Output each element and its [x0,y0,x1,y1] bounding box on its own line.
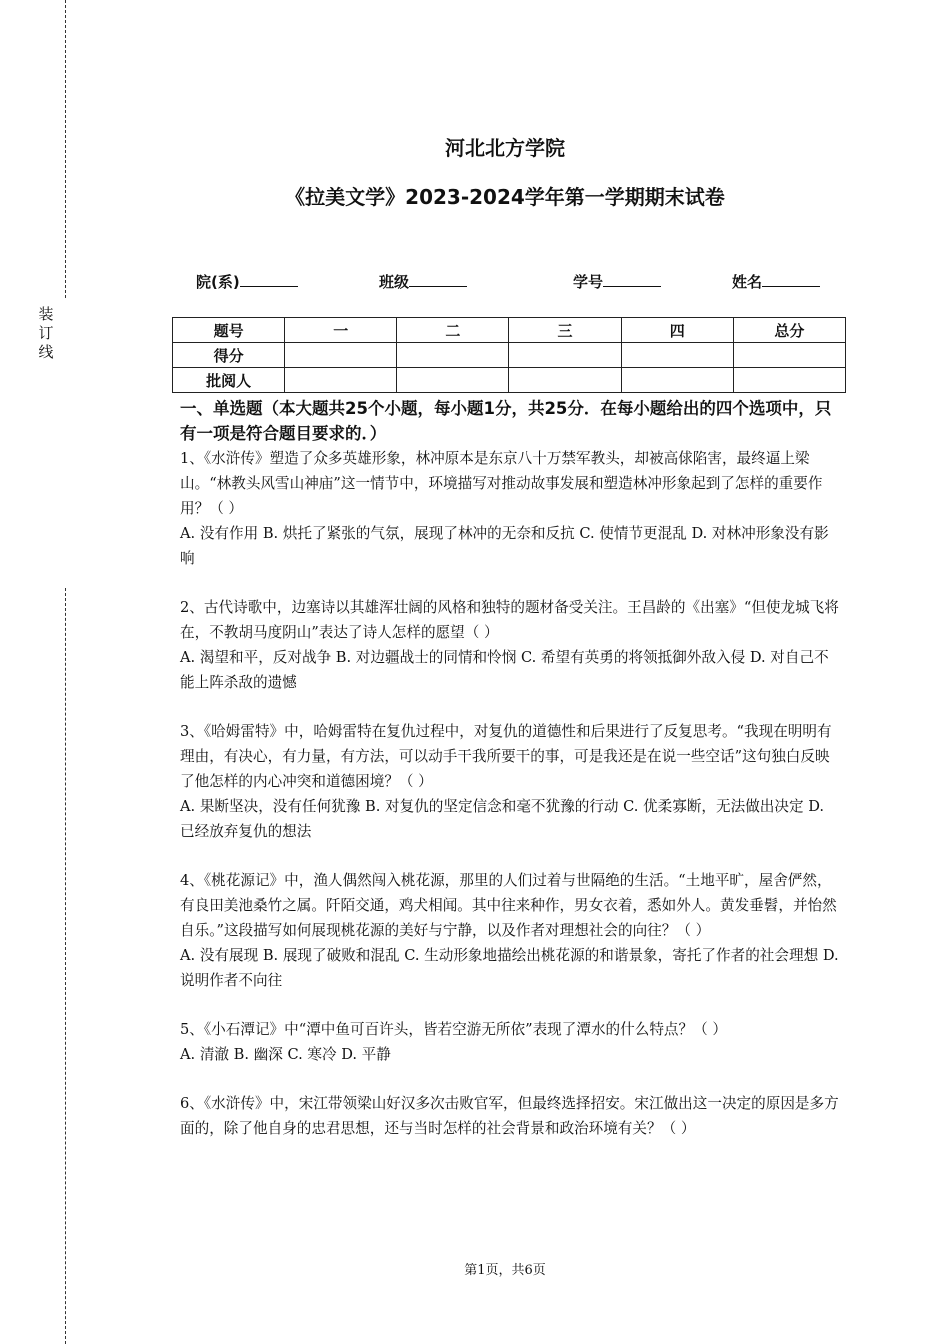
score-cell[interactable] [733,343,845,368]
score-table [172,317,846,393]
info-class [379,270,467,292]
page-footer: 第1页，共6页 [464,1263,546,1278]
question-stem: 5、《小石潭记》中“潭中鱼可百许头，皆若空游无所依”表现了潭水的什么特点？（ ） [180,1021,727,1038]
score-table-header: 三 [509,318,621,343]
question-stem: 1、《水浒传》塑造了众多英雄形象，林冲原本是东京八十万禁军教头，却被高俅陷害，最终逼上梁山。“林教头风雪山神庙”这一情节中，环境描写对推动故事发展和塑造林冲形象起到了怎样的重要作用？（ ） [180,450,823,517]
school-name: 河北北方学院 [445,136,565,160]
name-blank[interactable] [762,270,820,287]
score-row-label: 得分 [173,343,285,368]
question-stem: 2、古代诗歌中，边塞诗以其雄浑壮阔的风格和独特的题材备受关注。王昌龄的《出塞》“但使龙城飞将在，不教胡马度阴山”表达了诗人怎样的愿望（ ） [180,599,839,641]
score-cell[interactable] [509,343,621,368]
question-stem: 3、《哈姆雷特》中，哈姆雷特在复仇过程中，对复仇的道德性和后果进行了反复思考。“我现在明明有理由，有决心，有力量，有方法，可以动手干我所要干的事，可是我还是在说一些空话”这句独白反映了他怎样的内心冲突和道德困境？（ ） [180,723,832,790]
score-cell[interactable] [285,343,397,368]
class-blank[interactable] [409,270,467,287]
info-name-label: 姓名 [732,273,763,291]
question-options: A. 没有展现 B. 展现了破败和混乱 C. 生动形象地描绘出桃花源的和谐景象，寄托了作者的社会理想 D. 说明作者不向往 [180,947,839,989]
score-table-row [173,343,846,368]
score-cell[interactable] [621,343,733,368]
binding-line-bottom [65,588,66,1344]
binding-label: 装订线 [38,305,54,361]
score-cell[interactable] [285,368,397,393]
question-stem: 6、《水浒传》中，宋江带领梁山好汉多次击败官军，但最终选择招安。宋江做出这一决定的原因是多方面的，除了他自身的忠君思想，还与当时怎样的社会背景和政治环境有关？（ ） [180,1095,839,1137]
score-cell[interactable] [733,368,845,393]
question-item [180,868,840,993]
question-item [180,595,840,695]
score-cell[interactable] [509,368,621,393]
question-item [180,1091,840,1141]
score-row-label: 批阅人 [173,368,285,393]
exam-title: 《拉美文学》2023-2024学年第一学期期末试卷 [285,185,725,209]
score-table-header: 四 [621,318,733,343]
score-table-header-row [173,318,846,343]
score-cell[interactable] [397,368,509,393]
question-item [180,1017,840,1067]
info-class-label: 班级 [379,273,410,291]
question-options: A. 没有作用 B. 烘托了紧张的气氛，展现了林冲的无奈和反抗 C. 使情节更混乱 D. 对林冲形象没有影响 [180,525,829,567]
question-options: A. 清澈 B. 幽深 C. 寒冷 D. 平静 [180,1046,391,1063]
question-options: A. 渴望和平，反对战争 B. 对边疆战士的同情和怜悯 C. 希望有英勇的将领抵御外敌入侵 D. 对自己不能上阵杀敌的遗憾 [180,649,829,691]
student-id-blank[interactable] [603,270,661,287]
question-options: A. 果断坚决，没有任何犹豫 B. 对复仇的坚定信念和毫不犹豫的行动 C. 优柔寡断，无法做出决定 D. 已经放弃复仇的想法 [180,798,825,840]
score-cell[interactable] [621,368,733,393]
info-department-label: 院(系) [196,273,240,291]
question-content [180,396,840,1165]
question-item [180,446,840,571]
score-table-header: 总分 [733,318,845,343]
question-item [180,719,840,844]
info-student-id-label: 学号 [573,273,604,291]
score-table-row [173,368,846,393]
info-name [732,270,820,292]
score-table-header: 一 [285,318,397,343]
department-blank[interactable] [240,270,298,287]
section-heading: 一、单选题（本大题共25个小题，每小题1分，共25分．在每小题给出的四个选项中，只有一项是符合题目要求的．） [180,399,832,443]
score-cell[interactable] [397,343,509,368]
score-table-header: 二 [397,318,509,343]
score-table-header: 题号 [173,318,285,343]
info-department [196,270,298,292]
student-info-row [0,270,950,292]
question-stem: 4、《桃花源记》中，渔人偶然闯入桃花源，那里的人们过着与世隔绝的生活。“土地平旷，屋舍俨然，有良田美池桑竹之属。阡陌交通，鸡犬相闻。其中往来种作，男女衣着，悉如外人。黄发垂髫，并怡然自乐。”这段描写如何展现桃花源的美好与宁静，以及作者对理想社会的向往？（ ） [180,872,837,939]
info-student-id [573,270,661,292]
